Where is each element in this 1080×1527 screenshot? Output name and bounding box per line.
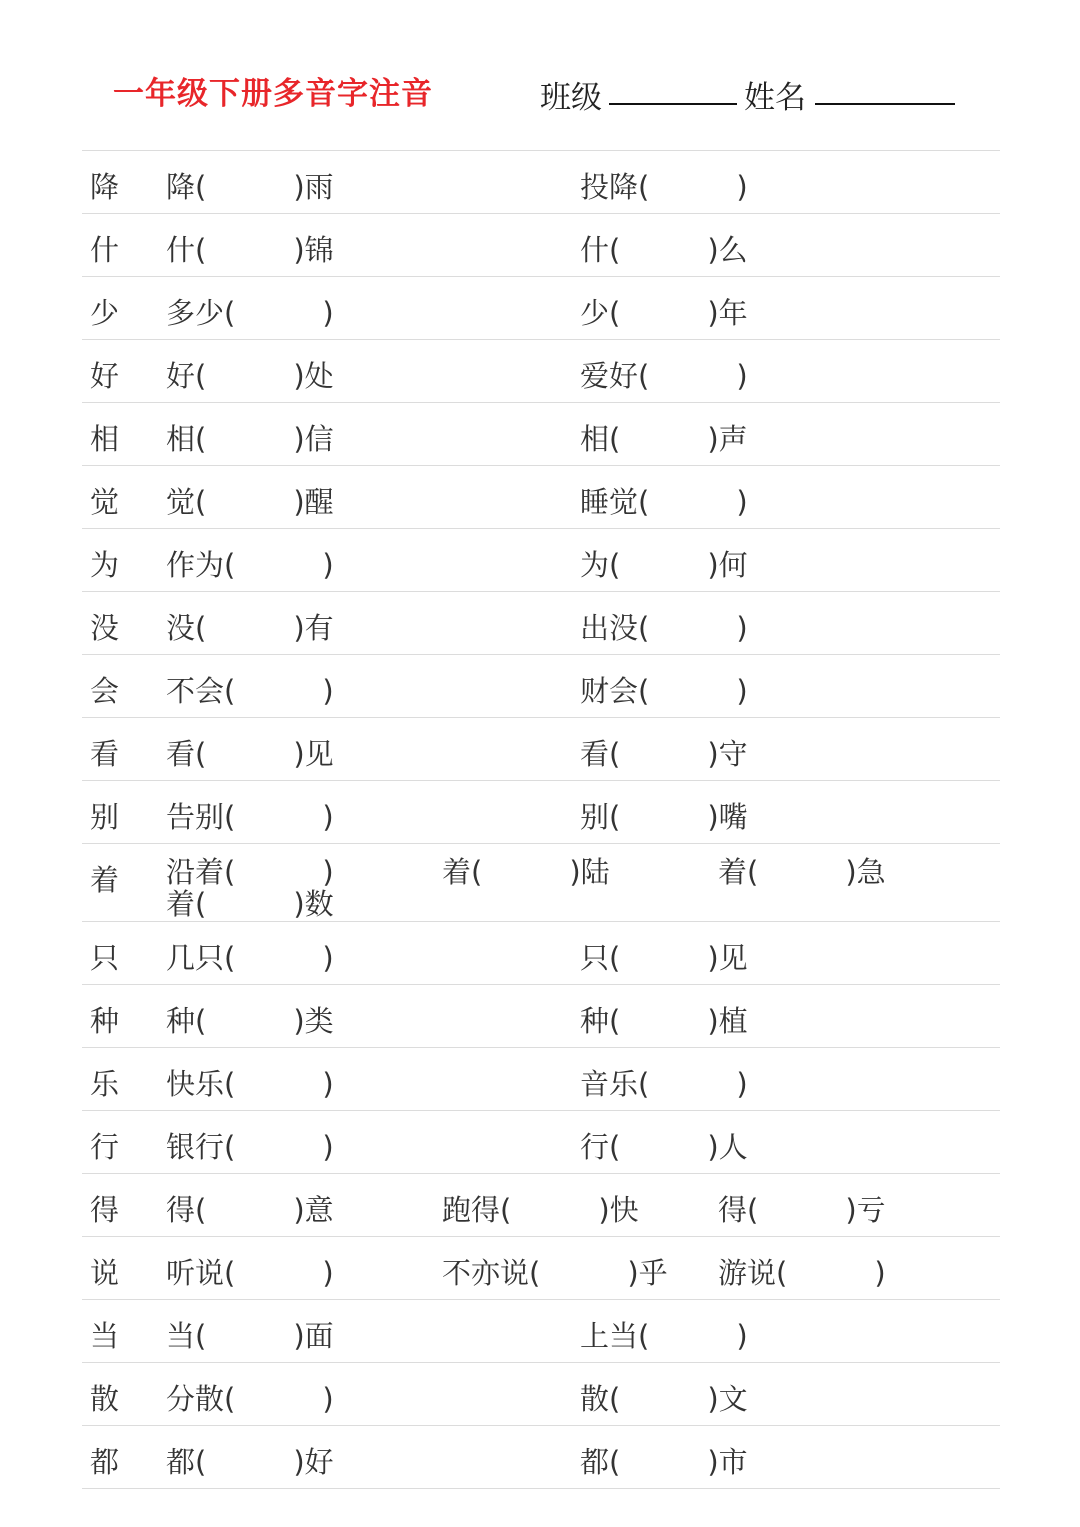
name-label: 姓名 xyxy=(744,80,806,116)
word-item: 着( )陆 xyxy=(442,855,610,889)
word-item: 几只( ) xyxy=(166,941,334,975)
polyphone-char: 种 xyxy=(90,1004,120,1038)
exercise-table xyxy=(82,150,1000,1489)
word-item: 音乐( ) xyxy=(580,1067,748,1101)
word-item: 多少( ) xyxy=(166,296,334,330)
polyphone-char: 说 xyxy=(90,1256,120,1290)
word-item: 爱好( ) xyxy=(580,359,748,393)
word-item: 听说( ) xyxy=(166,1256,334,1290)
polyphone-char: 好 xyxy=(90,359,120,393)
word-item: 不亦说( )乎 xyxy=(442,1256,668,1290)
word-item: 分散( ) xyxy=(166,1382,334,1416)
exercise-row xyxy=(82,151,1000,214)
polyphone-char: 看 xyxy=(90,737,120,771)
polyphone-char: 当 xyxy=(90,1319,120,1353)
polyphone-char: 少 xyxy=(90,296,120,330)
polyphone-char: 没 xyxy=(90,611,120,645)
word-item: 告别( ) xyxy=(166,800,334,834)
word-item: 都( )市 xyxy=(580,1445,748,1479)
word-item: 相( )信 xyxy=(166,422,334,456)
exercise-row xyxy=(82,1174,1000,1237)
polyphone-char: 乐 xyxy=(90,1067,120,1101)
exercise-row xyxy=(82,214,1000,277)
polyphone-char: 只 xyxy=(90,941,120,975)
exercise-row xyxy=(82,1426,1000,1489)
exercise-row xyxy=(82,529,1000,592)
worksheet-header xyxy=(0,0,1080,150)
word-item: 作为( ) xyxy=(166,548,334,582)
word-item: 什( )么 xyxy=(580,233,748,267)
word-item: 不会( ) xyxy=(166,674,334,708)
word-item: 上当( ) xyxy=(580,1319,748,1353)
name-blank-line xyxy=(815,103,955,105)
word-item: 种( )植 xyxy=(580,1004,748,1038)
exercise-row xyxy=(82,985,1000,1048)
polyphone-char: 都 xyxy=(90,1445,120,1479)
polyphone-char: 行 xyxy=(90,1130,120,1164)
word-item: 出没( ) xyxy=(580,611,748,645)
polyphone-char: 别 xyxy=(90,800,120,834)
polyphone-char: 觉 xyxy=(90,485,120,519)
word-item: 着( )急 xyxy=(718,855,886,889)
exercise-row xyxy=(82,718,1000,781)
word-item: 好( )处 xyxy=(166,359,334,393)
word-item: 为( )何 xyxy=(580,548,748,582)
polyphone-char: 相 xyxy=(90,422,120,456)
word-item: 睡觉( ) xyxy=(580,485,748,519)
word-item: 种( )类 xyxy=(166,1004,334,1038)
word-item: 降( )雨 xyxy=(166,170,334,204)
polyphone-char: 散 xyxy=(90,1382,120,1416)
exercise-row xyxy=(82,655,1000,718)
word-item: 沿着( ) xyxy=(166,855,334,889)
word-item: 着( )数 xyxy=(166,887,334,921)
exercise-row xyxy=(82,403,1000,466)
exercise-row xyxy=(82,340,1000,403)
word-item: 相( )声 xyxy=(580,422,748,456)
exercise-row xyxy=(82,1363,1000,1426)
exercise-row xyxy=(82,1111,1000,1174)
class-label: 班级 xyxy=(540,80,602,116)
exercise-row xyxy=(82,277,1000,340)
exercise-row xyxy=(82,466,1000,529)
polyphone-char: 什 xyxy=(90,233,120,267)
word-item: 什( )锦 xyxy=(166,233,334,267)
word-item: 得( )亏 xyxy=(718,1193,886,1227)
word-item: 得( )意 xyxy=(166,1193,334,1227)
word-item: 投降( ) xyxy=(580,170,748,204)
polyphone-char: 为 xyxy=(90,548,120,582)
polyphone-char: 得 xyxy=(90,1193,120,1227)
worksheet-title: 一年级下册多音字注音 xyxy=(113,76,433,112)
exercise-row xyxy=(82,781,1000,844)
word-item: 都( )好 xyxy=(166,1445,334,1479)
word-item: 快乐( ) xyxy=(166,1067,334,1101)
word-item: 财会( ) xyxy=(580,674,748,708)
word-item: 看( )守 xyxy=(580,737,748,771)
word-item: 觉( )醒 xyxy=(166,485,334,519)
class-blank-line xyxy=(609,103,737,105)
exercise-row xyxy=(82,1237,1000,1300)
word-item: 行( )人 xyxy=(580,1130,748,1164)
word-item: 银行( ) xyxy=(166,1130,334,1164)
exercise-row xyxy=(82,922,1000,985)
exercise-row xyxy=(82,592,1000,655)
word-item: 别( )嘴 xyxy=(580,800,748,834)
word-item: 游说( ) xyxy=(718,1256,886,1290)
word-item: 跑得( )快 xyxy=(442,1193,639,1227)
polyphone-char: 降 xyxy=(90,170,120,204)
word-item: 看( )见 xyxy=(166,737,334,771)
exercise-row xyxy=(82,844,1000,922)
polyphone-char: 着 xyxy=(90,863,120,897)
word-item: 当( )面 xyxy=(166,1319,334,1353)
word-item: 没( )有 xyxy=(166,611,334,645)
exercise-row xyxy=(82,1300,1000,1363)
exercise-row xyxy=(82,1048,1000,1111)
word-item: 少( )年 xyxy=(580,296,748,330)
polyphone-char: 会 xyxy=(90,674,120,708)
word-item: 只( )见 xyxy=(580,941,748,975)
word-item: 散( )文 xyxy=(580,1382,748,1416)
